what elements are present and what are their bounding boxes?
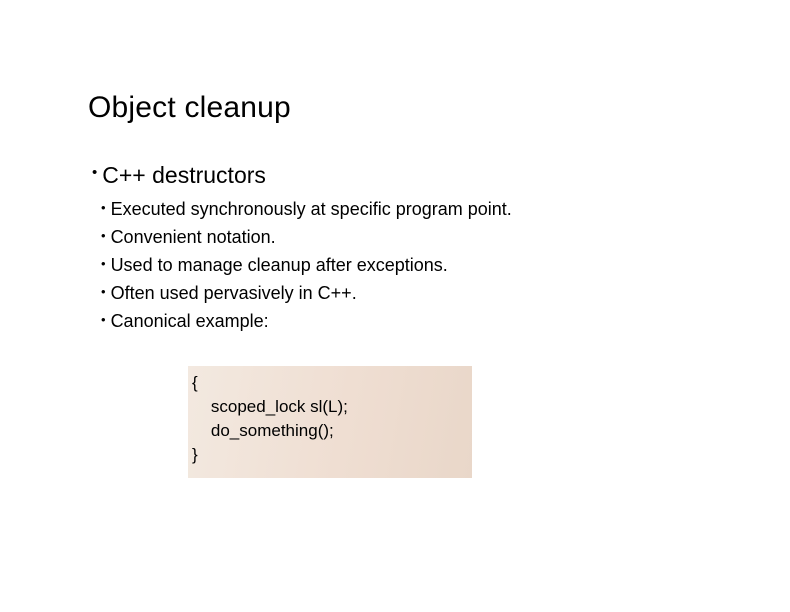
list-item xyxy=(101,280,661,306)
list-item-label: Often used pervasively in C++. xyxy=(110,283,357,303)
list-item-label: Used to manage cleanup after exceptions. xyxy=(110,255,448,275)
code-line: } xyxy=(192,445,198,464)
page-title: Object cleanup xyxy=(88,91,291,124)
bullet-marker-icon: • xyxy=(101,200,106,215)
bullet-marker-icon: • xyxy=(101,312,106,327)
list-item xyxy=(101,224,661,250)
list-item xyxy=(101,308,661,334)
code-line: scoped_lock sl(L); xyxy=(192,397,348,416)
bullet-level1-label: C++ destructors xyxy=(102,162,266,188)
bullet-marker-icon: • xyxy=(101,228,106,243)
bullet-marker-icon: • xyxy=(101,284,106,299)
bullet-marker-icon: • xyxy=(92,164,98,181)
list-item xyxy=(101,196,661,222)
code-line: do_something(); xyxy=(192,421,334,440)
list-item-label: Executed synchronously at specific program point. xyxy=(110,199,512,219)
list-item-label: Convenient notation. xyxy=(110,227,276,247)
bullet-marker-icon: • xyxy=(101,256,106,271)
code-block xyxy=(188,366,472,478)
bullet-level1 xyxy=(92,160,266,190)
list-item xyxy=(101,252,661,278)
bullet-sub-list xyxy=(101,196,661,336)
code-line: { xyxy=(192,373,198,392)
list-item-label: Canonical example: xyxy=(110,311,269,331)
